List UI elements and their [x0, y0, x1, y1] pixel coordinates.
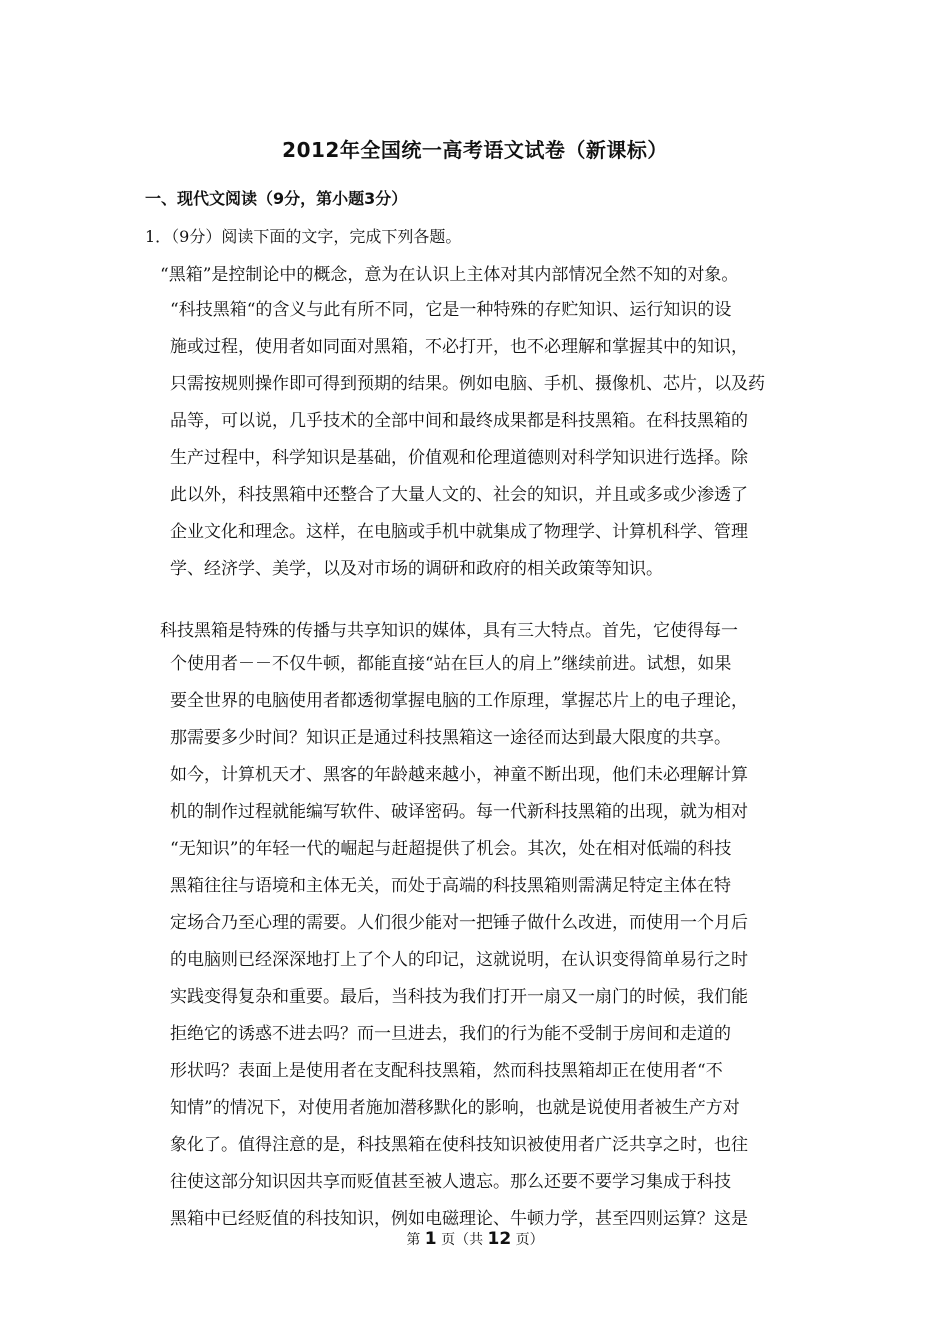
question-prompt: 1．（9分）阅读下面的文字，完成下列各题。: [145, 227, 462, 246]
text-line: “科技黑箱“的含义与此有所不同，它是一种特殊的存贮知识、运行知识的设: [170, 300, 732, 320]
text-line: 形状吗？表面上是使用者在支配科技黑箱，然而科技黑箱却正在使用者“不: [170, 1061, 723, 1081]
total-page-count: 12: [487, 1229, 512, 1249]
text-line: 要全世界的电脑使用者都透彻掌握电脑的工作原理，掌握芯片上的电子理论，: [170, 691, 748, 711]
text-line: 的电脑则已经深深地打上了个人的印记，这就说明，在认识变得简单易行之时: [170, 950, 748, 970]
section-heading: 一、现代文阅读（9分，第小题3分）: [145, 189, 408, 208]
text-line: 实践变得复杂和重要。最后，当科技为我们打开一扇又一扇门的时候，我们能: [170, 987, 748, 1007]
text-line: 此以外，科技黑箱中还整合了大量人文的、社会的知识，并且或多或少渗透了: [170, 485, 748, 505]
paragraph-1-first-line: “黑箱”是控制论中的概念，意为在认识上主体对其内部情况全然不知的对象。: [160, 265, 739, 285]
footer-prefix: 第: [406, 1232, 421, 1248]
page-footer: [0, 1229, 950, 1249]
text-line: 往使这部分知识因共享而贬值甚至被人遗忘。那么还要不要学习集成于科技: [170, 1172, 731, 1192]
current-page-number: 1: [424, 1229, 437, 1249]
page-title: 2012年全国统一高考语文试卷（新课标）: [282, 138, 668, 162]
text-line: 学、经济学、美学，以及对市场的调研和政府的相关政策等知识。: [170, 559, 663, 579]
footer-suffix: 页）: [515, 1232, 544, 1248]
text-line: 施或过程，使用者如同面对黑箱，不必打开，也不必理解和掌握其中的知识，: [170, 337, 748, 357]
text-line: 机的制作过程就能编写软件、破译密码。每一代新科技黑箱的出现，就为相对: [170, 802, 748, 822]
text-line: 黑箱中已经贬值的科技知识，例如电磁理论、牛顿力学，甚至四则运算？这是: [170, 1209, 748, 1229]
text-line: 品等，可以说，几乎技术的全部中间和最终成果都是科技黑箱。在科技黑箱的: [170, 411, 748, 431]
footer-middle: 页（共: [441, 1232, 484, 1248]
text-line: 个使用者－－不仅牛顿，都能直接“站在巨人的肩上”继续前进。试想，如果: [170, 654, 732, 674]
text-line: 黑箱往往与语境和主体无关，而处于高端的科技黑箱则需满足特定主体在特: [170, 876, 731, 896]
text-line: “无知识”的年轻一代的崛起与赶超提供了机会。其次，处在相对低端的科技: [170, 839, 732, 859]
text-line: 拒绝它的诱惑不进去吗？而一旦进去，我们的行为能不受制于房间和走道的: [170, 1024, 731, 1044]
text-line: 知情”的情况下，对使用者施加潜移默化的影响，也就是说使用者被生产方对: [170, 1098, 740, 1118]
text-line: 象化了。值得注意的是，科技黑箱在使科技知识被使用者广泛共享之时，也往: [170, 1135, 748, 1155]
text-line: 那需要多少时间？知识正是通过科技黑箱这一途径而达到最大限度的共享。: [170, 728, 731, 748]
text-line: 生产过程中，科学知识是基础，价值观和伦理道德则对科学知识进行选择。除: [170, 448, 748, 468]
text-line: 如今，计算机天才、黑客的年龄越来越小，神童不断出现，他们未必理解计算: [170, 765, 748, 785]
paragraph-2-first-line: 科技黑箱是特殊的传播与共享知识的媒体，具有三大特点。首先，它使得每一: [160, 621, 738, 641]
text-line: 企业文化和理念。这样，在电脑或手机中就集成了物理学、计算机科学、管理: [170, 522, 748, 542]
paragraph-2-body: [170, 646, 815, 1238]
paragraph-1-body: [170, 292, 815, 588]
text-line: 只需按规则操作即可得到预期的结果。例如电脑、手机、摄像机、芯片，以及药: [170, 374, 765, 394]
text-line: 定场合乃至心理的需要。人们很少能对一把锤子做什么改进，而使用一个月后: [170, 913, 748, 933]
